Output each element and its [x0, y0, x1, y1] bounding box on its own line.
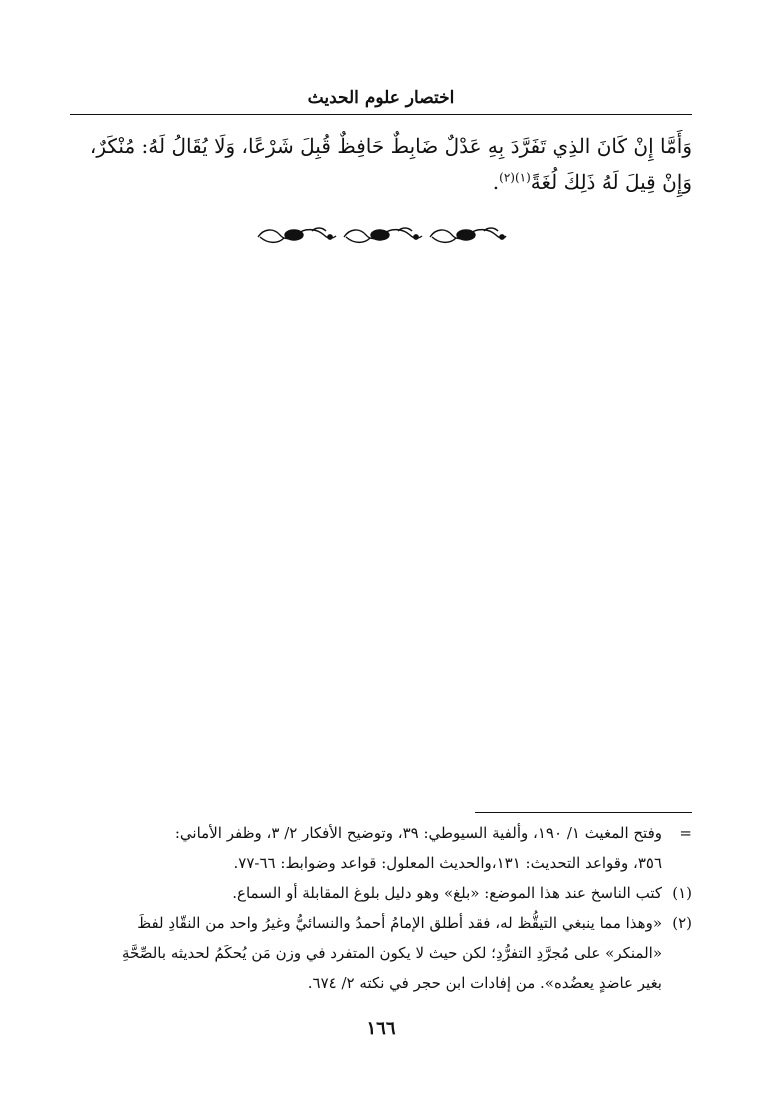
- main-text-line-1: وَأَمَّا إِنْ كَانَ الذِي تَفَرَّدَ بِهِ عَدْلٌ ضَابِطٌ حَافِظٌ قُبِلَ شَرْعًا، وَلَا يُقَالُ لَهُ: مُنْكَرٌ،: [89, 134, 692, 158]
- footnote-line: «المنكر» على مُجرَّدِ التفرُّدِ؛ لكن حيث لا يكون المتفرد في وزن مَن يُحكَمُ لحديثه بالصِّحَّةِ: [122, 944, 662, 962]
- footnote-body: [70, 878, 662, 908]
- main-text-line-2: [70, 164, 692, 200]
- footnote-marker: =: [679, 824, 692, 842]
- footnote-separator: [475, 812, 692, 813]
- footnote-line: كتب الناسخ عند هذا الموضع: «بلغ» وهو دليل بلوغ المقابلة أو السماع.: [232, 884, 662, 902]
- ornament-unit-1: [258, 228, 336, 242]
- header-rule: [70, 114, 692, 115]
- main-text-line-2-body: وَإِنْ قِيلَ لَهُ ذَلِكَ لُغَةً: [530, 170, 692, 194]
- main-text: [70, 128, 692, 200]
- footnote-line: بغير عاضدٍ يعضُده». من إفادات ابن حجر في نكته ٢/ ٦٧٤.: [307, 974, 662, 992]
- running-header: اختصار علوم الحديث: [307, 88, 455, 108]
- footnote-ref-marks: (١)(٢): [499, 170, 531, 185]
- footnote-marker: (٢): [672, 914, 692, 932]
- footnote-line: وفتح المغيث ١/ ١٩٠، وألفية السيوطي: ٣٩، وتوضيح الأفكار ٢/ ٣، وظفر الأماني:: [174, 824, 662, 842]
- footnote-marker: (١): [672, 884, 692, 902]
- ornament-unit-3: [430, 228, 506, 242]
- page-number: ١٦٦: [366, 1018, 396, 1039]
- section-divider-ornament: [254, 222, 508, 248]
- footnote-body: [70, 818, 662, 878]
- ornament-unit-2: [344, 228, 422, 242]
- footnote-continuation: [70, 818, 692, 878]
- footnote-body: [70, 908, 662, 998]
- footnotes: [70, 818, 692, 998]
- footnote-line: «وهذا مما ينبغي التيقُّظ له، فقد أطلق الإمامُ أحمدُ والنسائيُّ وغيرُ واحد من النقّادِ لفظَ: [137, 914, 662, 932]
- footnote-line: ٣٥٦، وقواعد التحديث: ١٣١،والحديث المعلول: قواعد وضوابط: ٦٦-٧٧.: [233, 854, 662, 872]
- footnote-1: [70, 878, 692, 908]
- main-text-end-punct: .: [492, 170, 500, 194]
- footnote-2: [70, 908, 692, 998]
